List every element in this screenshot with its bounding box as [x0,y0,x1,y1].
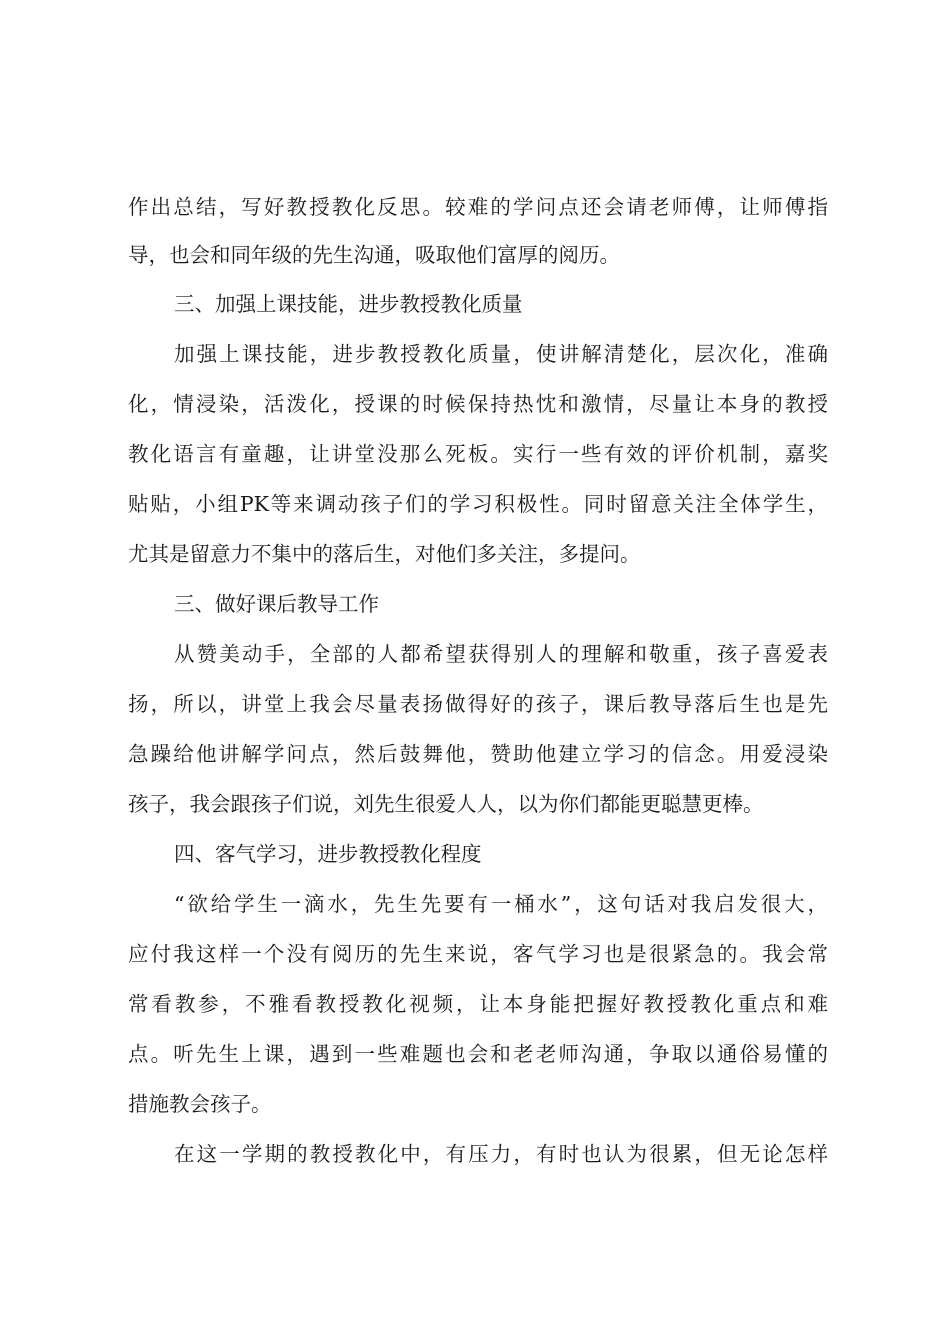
section-heading: 三、做好课后教导工作 [174,592,379,616]
paragraph-line: 作出总结，写好教授教化反思。较难的学问点还会请老师傅，让师傅指 [128,195,828,219]
paragraph-line: 加强上课技能，进步教授教化质量，使讲解清楚化，层次化，准确 [174,342,828,366]
paragraph-line: 导，也会和同年级的先生沟通，吸取他们富厚的阅历。 [128,243,620,267]
paragraph-line: 急躁给他讲解学问点，然后鼓舞他，赞助他建立学习的信念。用爱浸染 [128,742,828,766]
paragraph-line: 孩子，我会跟孩子们说，刘先生很爱人人，以为你们都能更聪慧更棒。 [128,792,764,816]
section-heading: 三、加强上课技能，进步教授教化质量 [174,292,523,316]
paragraph-line: 点。听先生上课，遇到一些难题也会和老老师沟通，争取以通俗易懂的 [128,1042,828,1066]
paragraph-line: 措施教会孩子。 [128,1092,272,1116]
paragraph-line: 教化语言有童趣，让讲堂没那么死板。实行一些有效的评价机制，嘉奖 [128,442,828,466]
paragraph-line: 应付我这样一个没有阅历的先生来说，客气学习也是很紧急的。我会常 [128,942,828,966]
paragraph-line: 贴贴，小组PK等来调动孩子们的学习积极性。同时留意关注全体学生， [128,492,828,516]
paragraph-line: 从赞美动手，全部的人都希望获得别人的理解和敬重，孩子喜爱表 [174,642,828,666]
paragraph-line: “欲给学生一滴水，先生先要有一桶水”，这句话对我启发很大， [174,892,828,916]
paragraph-line: 常看教参，不雅看教授教化视频，让本身能把握好教授教化重点和难 [128,992,828,1016]
paragraph-line: 尤其是留意力不集中的落后生，对他们多关注，多提问。 [128,542,641,566]
section-heading: 四、客气学习，进步教授教化程度 [174,842,482,866]
paragraph-line: 扬，所以，讲堂上我会尽量表扬做得好的孩子，课后教导落后生也是先 [128,692,828,716]
paragraph-line: 在这一学期的教授教化中，有压力，有时也认为很累，但无论怎样 [174,1142,828,1166]
paragraph-line: 化，情浸染，活泼化，授课的时候保持热忱和激情，尽量让本身的教授 [128,392,828,416]
